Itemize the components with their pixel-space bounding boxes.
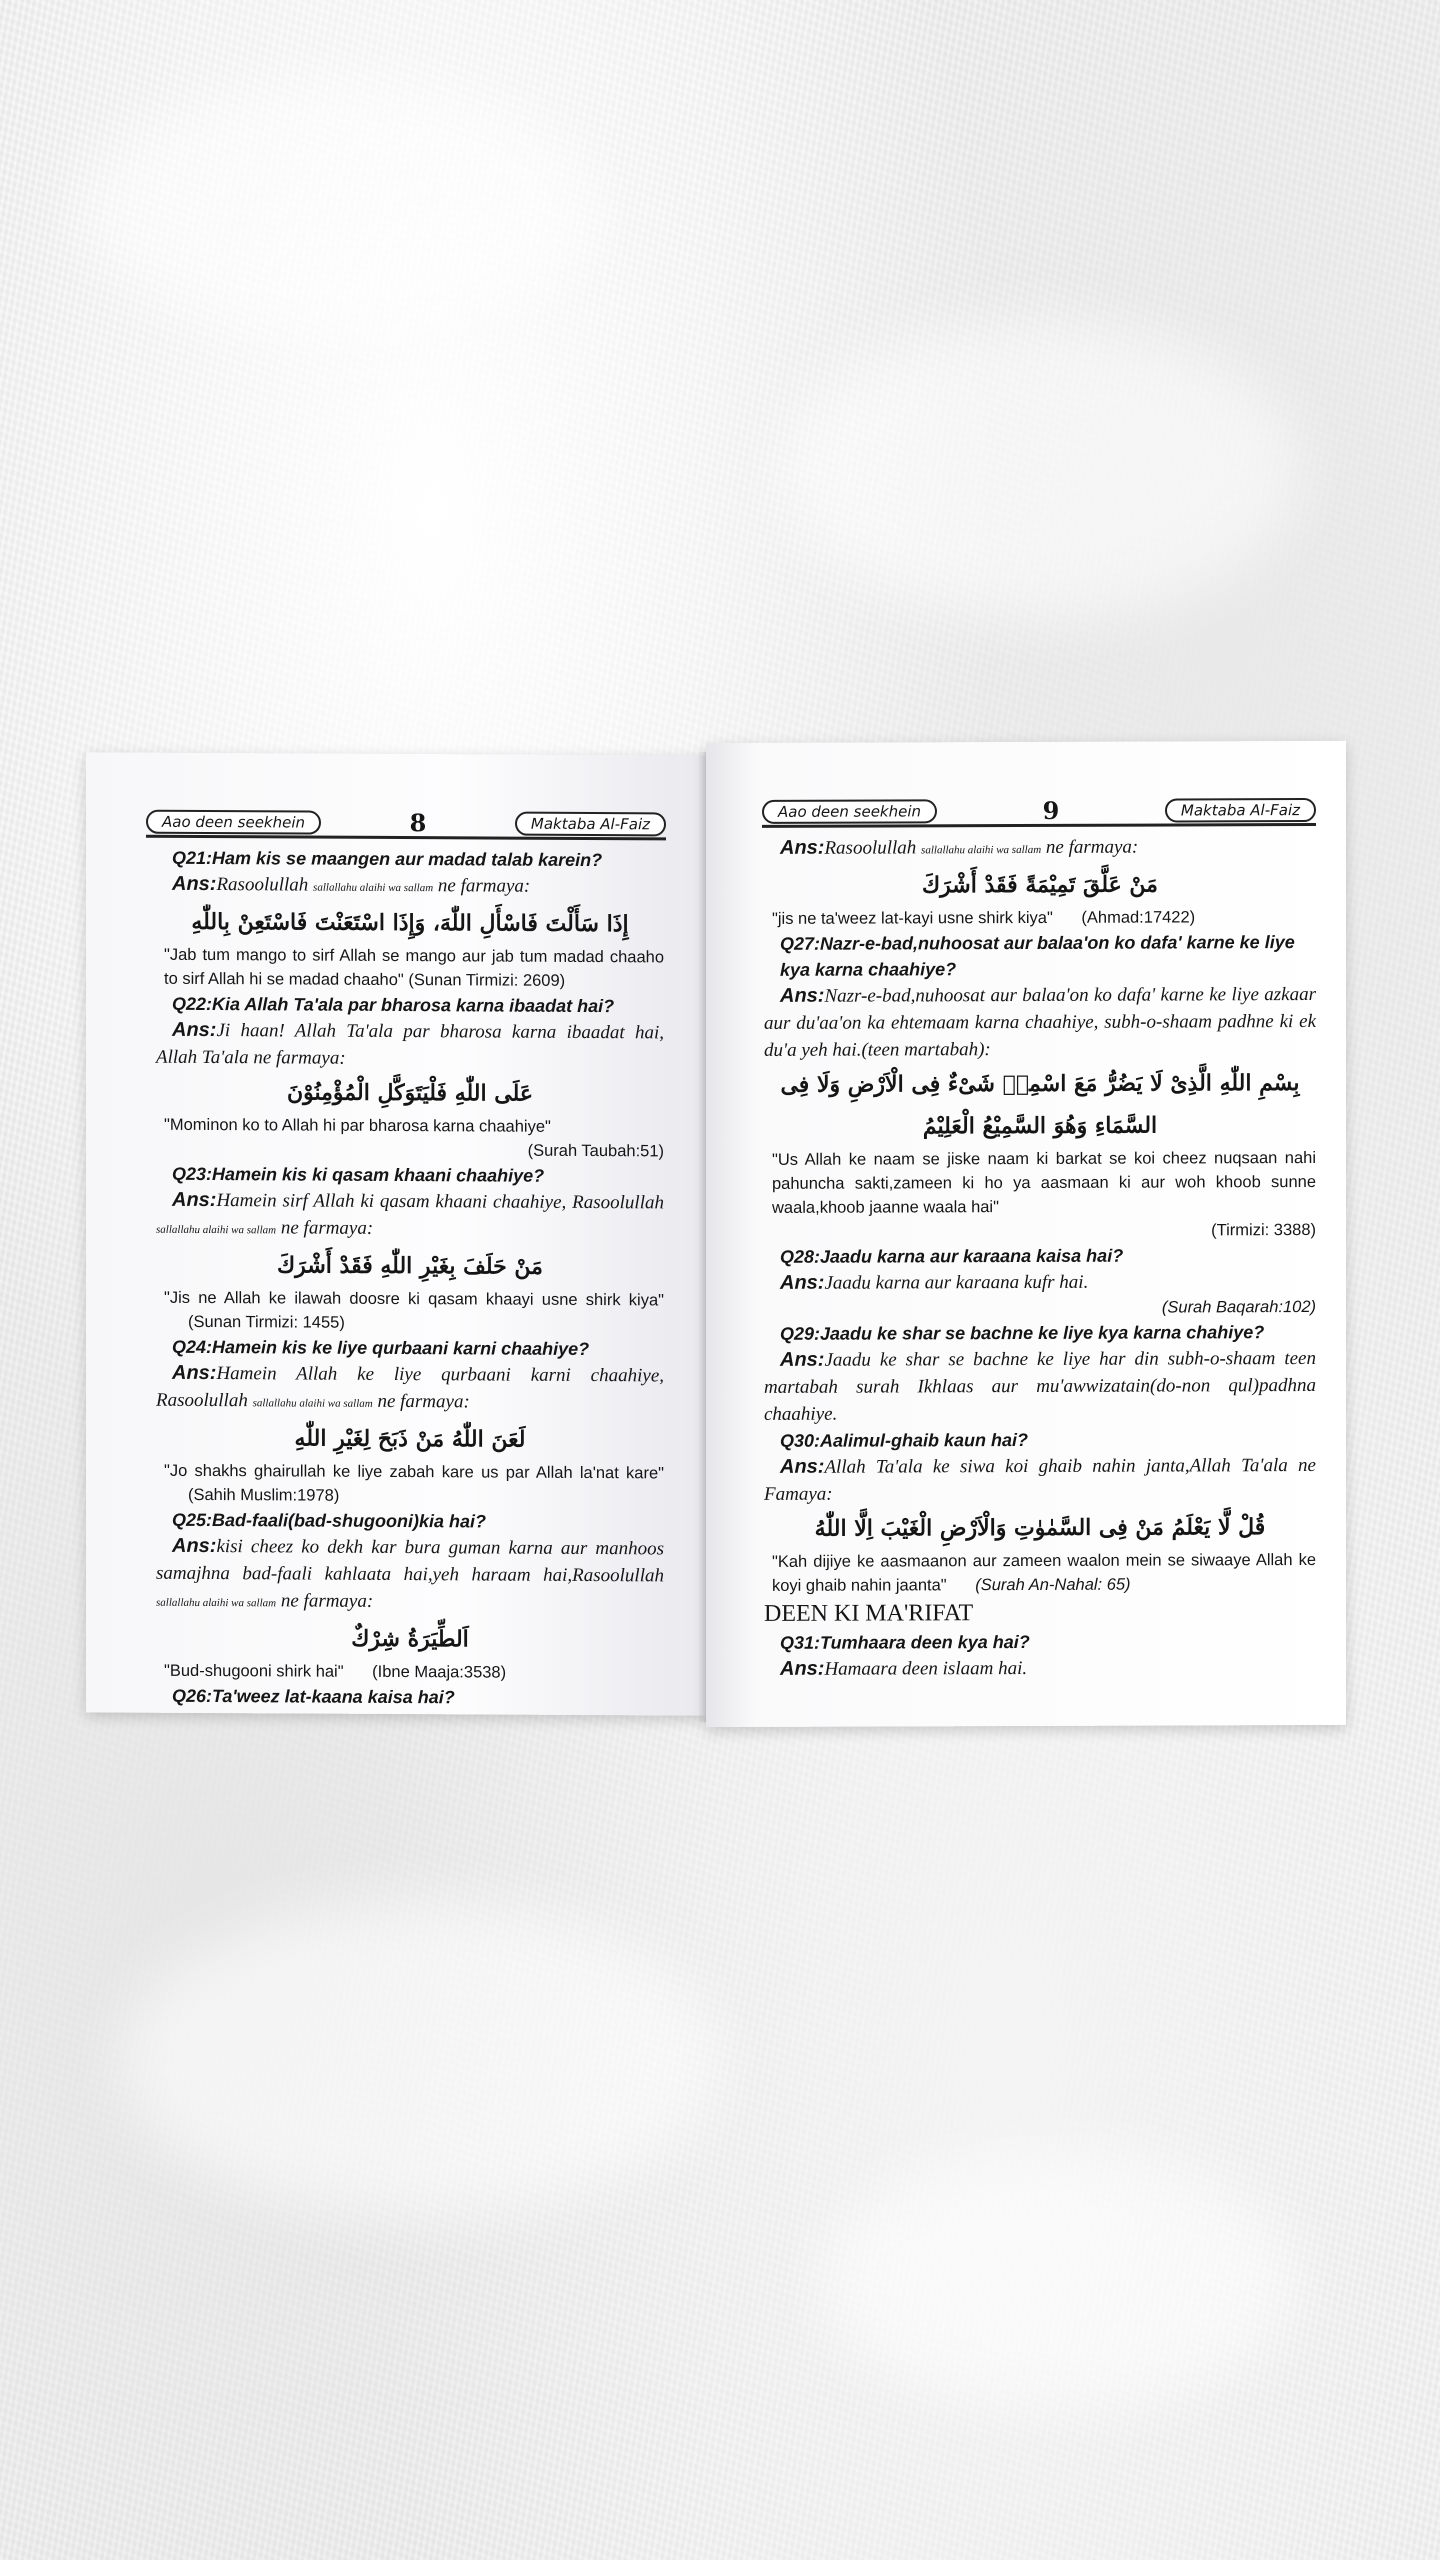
answer-label: Ans: bbox=[172, 872, 217, 896]
question: Q28:Jaadu karna aur karaana kaisa hai? bbox=[780, 1245, 1124, 1267]
answer-label: Ans: bbox=[172, 1534, 217, 1558]
translation-quote bbox=[164, 1113, 664, 1140]
answer-text: kisi cheez ko dekh kar bura guman karna aur manhoos samajhna bad-faali kahlaata hai,yeh haraam hai,Rasoolullah bbox=[156, 1536, 664, 1587]
question: Q21:Ham kis se maangen aur madad talab karein? bbox=[172, 847, 603, 871]
header-publisher: Maktaba Al-Faiz bbox=[515, 811, 666, 836]
answer bbox=[156, 1187, 664, 1247]
answer-text: Nazr-e-bad,nuhoosat aur balaa'on ko dafa' karne ke liye azkaar aur du'aa'on ka ehtemaam karna chaahiye, subh-o-shaam padhne ki ek du'a yeh hai.(teen martabah): bbox=[764, 983, 1316, 1061]
honorific: sallallahu alaihi wa sallam bbox=[252, 1397, 373, 1410]
page-header bbox=[146, 808, 666, 841]
answer-label: Ans: bbox=[172, 1361, 217, 1385]
answer-label: Ans: bbox=[780, 1271, 825, 1294]
answer bbox=[156, 1017, 664, 1074]
open-booklet bbox=[86, 742, 1346, 1722]
answer bbox=[764, 981, 1316, 1064]
quote-text: "Kah dijiye ke aasmaanon aur zameen waalon mein se siwaaye Allah ke koyi ghaib nahin jaanta" bbox=[772, 1550, 1316, 1595]
answer-tail: ne farmaya: bbox=[1041, 836, 1139, 858]
answer-text: Rasoolullah bbox=[824, 837, 917, 859]
answer-label: Ans: bbox=[172, 1018, 217, 1042]
answer-text: Ji haan! Allah Ta'ala par bharosa karna ibaadat hai, Allah Ta'ala ne farmaya: bbox=[156, 1020, 664, 1069]
answer bbox=[156, 1360, 664, 1420]
page-header bbox=[762, 796, 1316, 828]
translation-quote bbox=[164, 1659, 664, 1686]
quote-text: "jis ne ta'weez lat-kayi usne shirk kiya" bbox=[772, 908, 1053, 928]
arabic-text: لَعَنَ اللّٰهُ مَنْ ذَبَحَ لِغَيْرِ اللّٰهِ bbox=[294, 1425, 526, 1453]
reference: (Ahmad:17422) bbox=[1081, 908, 1196, 927]
translation-quote bbox=[772, 905, 1316, 931]
question: Q27:Nazr-e-bad,nuhoosat aur balaa'on ko dafa' karne ke liye kya karna chaahiye? bbox=[780, 932, 1295, 980]
reference: (Surah An-Nahal: 65) bbox=[975, 1575, 1131, 1595]
quote-text: "Bud-shugooni shirk hai" bbox=[164, 1661, 344, 1681]
header-publisher: Maktaba Al-Faiz bbox=[1165, 797, 1316, 822]
question: Q29:Jaadu ke shar se bachne ke liye kya karna chahiye? bbox=[780, 1322, 1265, 1344]
arabic-text: مَنْ عَلَّقَ تَمِيْمَةً فَقَدْ أَشْرَكَ bbox=[922, 871, 1158, 899]
arabic-text: إِذَا سَأَلْتَ فَاسْأَلِ اللّٰهَ، وَإِذَا اسْتَعَنْتَ فَاسْتَعِنْ بِاللّٰهِ bbox=[191, 908, 629, 938]
header-title: Aao deen seekhein bbox=[762, 799, 937, 824]
translation-quote bbox=[772, 1146, 1316, 1220]
arabic-text: عَلَى اللّٰهِ فَلْيَتَوَكَّلِ الْمُؤْمِنُوْنَ bbox=[286, 1079, 534, 1107]
answer-text: Hamein Allah ke liye qurbaani karni chaahiye, Rasoolullah bbox=[156, 1363, 664, 1412]
question: Q31:Tumhaara deen kya hai? bbox=[780, 1631, 1030, 1653]
reference: (Tirmizi: 3388) bbox=[1211, 1220, 1316, 1240]
answer-label: Ans: bbox=[780, 984, 825, 1007]
quote-text: "Jab tum mango to sirf Allah se mango aur jab tum madad chaaho to sirf Allah hi se madad chaaho" (Sunan Tirmizi: 2609) bbox=[164, 945, 664, 990]
question: Q22:Kia Allah Ta'ala par bharosa karna ibaadat hai? bbox=[172, 993, 615, 1017]
answer bbox=[764, 1654, 1316, 1683]
honorific: sallallahu alaihi wa sallam bbox=[156, 1596, 277, 1610]
answer bbox=[764, 1268, 1316, 1297]
page-content bbox=[764, 833, 1316, 1683]
translation-quote bbox=[164, 943, 664, 994]
answer bbox=[764, 1345, 1316, 1428]
answer-text: Jaadu karna aur karaana kufr hai. bbox=[824, 1271, 1089, 1294]
reference: (Surah Taubah:51) bbox=[527, 1141, 664, 1161]
quote-text: "Jis ne Allah ke ilawah doosre ki qasam khaayi usne shirk kiya" bbox=[164, 1288, 664, 1310]
quote-text: "Us Allah ke naam se jiske naam ki barkat se koi cheez nuqsaan nahi pahuncha sakti,zameen ki ho ya aasmaan ki aur woh khoob sunne waala,khoob jaanne waala hai" bbox=[772, 1148, 1316, 1217]
quote-text: "Mominon ko to Allah hi par bharosa karna chaahiye" bbox=[164, 1115, 551, 1136]
left-page bbox=[86, 752, 706, 1715]
answer bbox=[156, 871, 664, 904]
question: Q30:Aalimul-ghaib kaun hai? bbox=[780, 1429, 1029, 1451]
question: Q23:Hamein kis ki qasam khaani chaahiye? bbox=[172, 1163, 545, 1186]
quote-text: "Jo shakhs ghairullah ke liye zabah kare us par Allah la'nat kare" bbox=[164, 1461, 664, 1483]
reference: (Sahih Muslim:1978) bbox=[188, 1485, 340, 1505]
answer-tail: ne farmaya: bbox=[276, 1590, 374, 1612]
answer-tail: ne farmaya: bbox=[372, 1390, 470, 1413]
answer-text: Allah Ta'ala ke siwa koi ghaib nahin janta,Allah Ta'ala ne Famaya: bbox=[764, 1454, 1316, 1505]
fur-highlight bbox=[80, 80, 600, 340]
arabic-text: قُلْ لَّا يَعْلَمُ مَنْ فِى السَّمٰوٰتِ وَالْاَرْضِ الْغَيْبَ اِلَّا اللّٰهُ bbox=[814, 1514, 1266, 1542]
arabic-text: اَلطِّيَرَةُ شِرْكٌ bbox=[351, 1625, 469, 1653]
arabic-text: مَنْ حَلَفَ بِغَيْرِ اللّٰهِ فَقَدْ أَشْرَكَ bbox=[277, 1252, 543, 1280]
page-number: 9 bbox=[1042, 795, 1060, 825]
answer-label: Ans: bbox=[780, 836, 825, 859]
answer bbox=[156, 1533, 664, 1620]
question: Q25:Bad-faali(bad-shugooni)kia hai? bbox=[172, 1509, 487, 1532]
fur-highlight bbox=[820, 2150, 1300, 2410]
reference: (Sunan Tirmizi: 1455) bbox=[188, 1312, 345, 1332]
header-title: Aao deen seekhein bbox=[146, 809, 321, 834]
question: Q26:Ta'weez lat-kaana kaisa hai? bbox=[172, 1685, 455, 1708]
arabic-text: بِسْمِ اللّٰهِ الَّذِىْ لَا يَضُرُّ مَعَ اسْمِهٖ شَىْءٌ فِى الْاَرْضِ وَلَا فِى السَّمَاءِ وَهُوَ السَّمِيْعُ الْعَلِيْمُ bbox=[780, 1070, 1300, 1140]
answer-text: Rasoolullah bbox=[216, 874, 309, 896]
answer-label: Ans: bbox=[780, 1657, 825, 1680]
reference: (Ibne Maaja:3538) bbox=[372, 1662, 507, 1682]
answer-tail: ne farmaya: bbox=[276, 1217, 374, 1239]
translation-quote bbox=[164, 1286, 664, 1337]
reference: (Surah Baqarah:102) bbox=[1161, 1297, 1316, 1317]
section-title: DEEN KI MA'RIFAT bbox=[764, 1600, 974, 1627]
translation-quote bbox=[772, 1548, 1316, 1598]
page-content bbox=[156, 845, 664, 1712]
honorific: sallallahu alaihi wa sallam bbox=[921, 843, 1042, 857]
answer bbox=[764, 833, 1316, 865]
question: Q24:Hamein kis ke liye qurbaani karni chaahiye? bbox=[172, 1336, 590, 1360]
answer-label: Ans: bbox=[172, 1188, 217, 1212]
answer-text: Hamaara deen islaam hai. bbox=[824, 1657, 1028, 1680]
answer bbox=[764, 1452, 1316, 1508]
honorific: sallallahu alaihi wa sallam bbox=[313, 881, 434, 895]
right-page bbox=[706, 741, 1346, 1727]
fur-highlight bbox=[780, 320, 1300, 620]
answer-text: Hamein sirf Allah ki qasam khaani chaahiye, Rasoolullah bbox=[216, 1190, 664, 1214]
answer-tail: ne farmaya: bbox=[433, 875, 531, 897]
answer-text: Jaadu ke shar se bachne ke liye har din subh-o-shaam teen martabah surah Ikhlaas aur mu'awwizatain(do-non qul)padhna chaahiye. bbox=[764, 1347, 1316, 1425]
answer-label: Ans: bbox=[780, 1455, 825, 1478]
honorific: sallallahu alaihi wa sallam bbox=[156, 1223, 277, 1237]
answer-label: Ans: bbox=[780, 1348, 825, 1371]
fur-highlight bbox=[120, 1900, 720, 2220]
translation-quote bbox=[164, 1459, 664, 1510]
page-number: 8 bbox=[409, 808, 427, 838]
